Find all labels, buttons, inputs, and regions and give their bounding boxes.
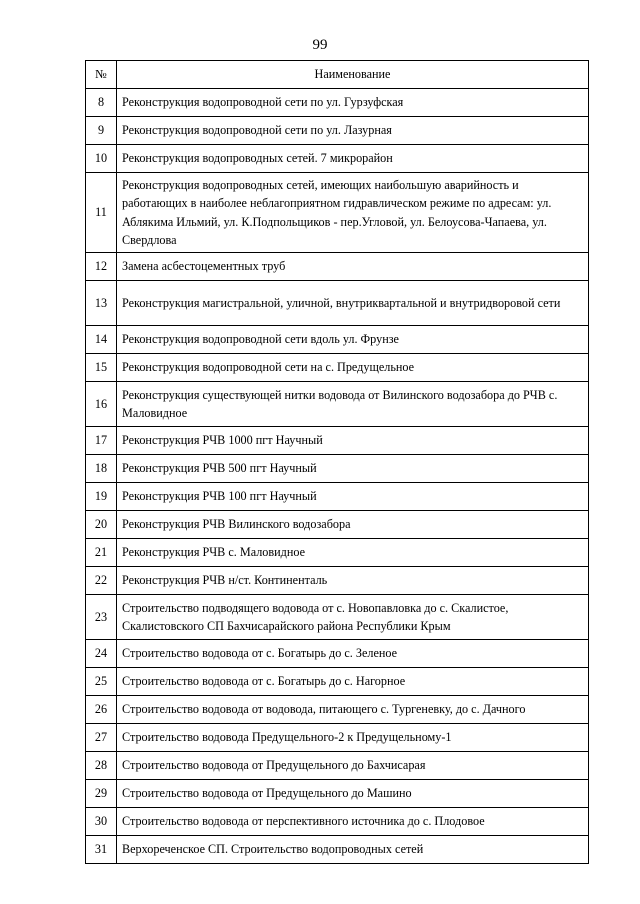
- row-name: Реконструкция водопроводной сети по ул. Лазурная: [117, 117, 589, 145]
- row-number: 10: [86, 145, 117, 173]
- table-row: [86, 117, 589, 145]
- table-header: [86, 61, 589, 89]
- page-number: 99: [312, 37, 328, 53]
- table-row: [86, 511, 589, 539]
- row-name: Реконструкция существующей нитки водовода от Вилинского водозабора до РЧВ с. Маловидное: [117, 382, 589, 427]
- row-number: 24: [86, 640, 117, 668]
- row-name: Реконструкция водопроводной сети по ул. Гурзуфская: [117, 89, 589, 117]
- table-row: [86, 253, 589, 281]
- table-row: [86, 173, 589, 253]
- row-name: Реконструкция РЧВ 100 пгт Научный: [117, 483, 589, 511]
- row-name: Реконструкция РЧВ н/ст. Континенталь: [117, 567, 589, 595]
- table-row: [86, 780, 589, 808]
- table-row: [86, 595, 589, 640]
- table-row: [86, 89, 589, 117]
- table-row: [86, 808, 589, 836]
- row-name: Реконструкция магистральной, уличной, внутриквартальной и внутридворовой сети: [117, 281, 589, 326]
- table-row: [86, 281, 589, 326]
- row-name: Строительство водовода от Предущельного до Машино: [117, 780, 589, 808]
- header-row: [86, 61, 589, 89]
- table-row: [86, 427, 589, 455]
- header-number: №: [86, 61, 117, 89]
- row-number: 22: [86, 567, 117, 595]
- row-name: Строительство подводящего водовода от с. Новопавловка до с. Скалистое, Скалистовского СП Бахчисарайского района Республики Крым: [117, 595, 589, 640]
- table-row: [86, 668, 589, 696]
- table-row: [86, 567, 589, 595]
- row-number: 31: [86, 836, 117, 864]
- row-name: Реконструкция РЧВ Вилинского водозабора: [117, 511, 589, 539]
- row-number: 9: [86, 117, 117, 145]
- row-number: 14: [86, 326, 117, 354]
- table-row: [86, 145, 589, 173]
- row-number: 27: [86, 724, 117, 752]
- row-number: 13: [86, 281, 117, 326]
- row-name: Строительство водовода от Предущельного до Бахчисарая: [117, 752, 589, 780]
- table-row: [86, 382, 589, 427]
- row-name: Реконструкция РЧВ с. Маловидное: [117, 539, 589, 567]
- row-name: Реконструкция водопроводной сети на с. Предущельное: [117, 354, 589, 382]
- row-number: 8: [86, 89, 117, 117]
- row-number: 30: [86, 808, 117, 836]
- row-number: 17: [86, 427, 117, 455]
- table-row: [86, 483, 589, 511]
- row-name: Реконструкция водопроводных сетей. 7 микрорайон: [117, 145, 589, 173]
- table-row: [86, 696, 589, 724]
- row-name: Строительство водовода от с. Богатырь до с. Нагорное: [117, 668, 589, 696]
- table-row: [86, 640, 589, 668]
- row-name: Строительство водовода от с. Богатырь до с. Зеленое: [117, 640, 589, 668]
- works-table: [85, 60, 589, 864]
- row-name: Реконструкция РЧВ 1000 пгт Научный: [117, 427, 589, 455]
- row-name: Реконструкция водопроводной сети вдоль ул. Фрунзе: [117, 326, 589, 354]
- table-row: [86, 455, 589, 483]
- row-number: 18: [86, 455, 117, 483]
- row-name: Реконструкция водопроводных сетей, имеющих наибольшую аварийность и работающих в наиболее неблагоприятном гидравлическом режиме по адресам: ул. Аблякима Ильмий, ул. К.Подпольщиков - пер.Угловой, ул. Белоусова-Чапаева, ул. Свердлова: [117, 173, 589, 253]
- row-number: 15: [86, 354, 117, 382]
- row-name: Строительство водовода Предущельного-2 к Предущельному-1: [117, 724, 589, 752]
- table-row: [86, 354, 589, 382]
- row-name: Замена асбестоцементных труб: [117, 253, 589, 281]
- row-number: 23: [86, 595, 117, 640]
- table-row: [86, 724, 589, 752]
- row-number: 28: [86, 752, 117, 780]
- row-number: 26: [86, 696, 117, 724]
- row-number: 21: [86, 539, 117, 567]
- table-row: [86, 539, 589, 567]
- table-row: [86, 752, 589, 780]
- row-name: Реконструкция РЧВ 500 пгт Научный: [117, 455, 589, 483]
- table-body: [86, 89, 589, 864]
- row-name: Строительство водовода от водовода, питающего с. Тургеневку, до с. Дачного: [117, 696, 589, 724]
- row-number: 29: [86, 780, 117, 808]
- row-number: 20: [86, 511, 117, 539]
- row-number: 19: [86, 483, 117, 511]
- table-row: [86, 326, 589, 354]
- row-name: Строительство водовода от перспективного источника до с. Плодовое: [117, 808, 589, 836]
- row-name: Верхореченское СП. Строительство водопроводных сетей: [117, 836, 589, 864]
- table-row: [86, 836, 589, 864]
- row-number: 11: [86, 173, 117, 253]
- row-number: 16: [86, 382, 117, 427]
- header-name: Наименование: [117, 61, 589, 89]
- row-number: 25: [86, 668, 117, 696]
- row-number: 12: [86, 253, 117, 281]
